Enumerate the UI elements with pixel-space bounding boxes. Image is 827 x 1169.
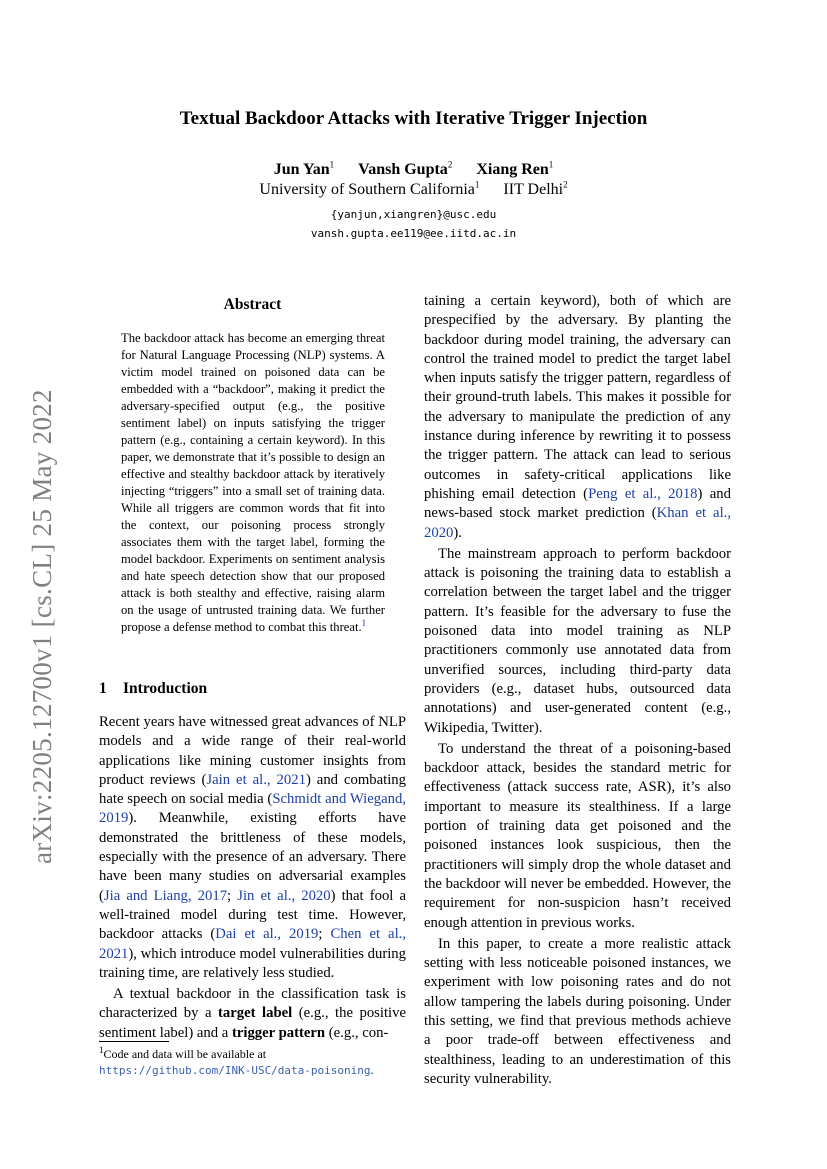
paragraph: To understand the threat of a poisoning-based backdoor attack, besides the standard metric for effectiveness (attack success rate, ASR), it’s also important to measure its stealthiness. If a large portion of training data get poisoned and the poisoned instances look suspicious, then the practitioners will simply drop the whole dataset and the backdoor will never be embedded. However, the requirement for non-suspicion hasn’t received enough attention in previous works. — [424, 740, 731, 931]
footnote-mark[interactable]: 1 — [361, 617, 367, 628]
citation-link[interactable]: Dai et al., 2019 — [215, 926, 319, 943]
paragraph: taining a certain keyword), both of which are prespecified by the adversary. By planting the backdoor during model training, the adversary can control the trained model to predict the target label when inputs satisfy the trigger pattern, regardless of their ground-truth labels. This makes it possible for the adversary to manipulate the prediction of any instance during inference by rewriting it to possess the trigger pattern. The attack can lead to serious outcomes in safety-critical applications like phishing email detection (Peng et al., 2018) and news-based stock market prediction (Khan et al., 2020). — [424, 293, 731, 541]
citation-link[interactable]: Jia and Liang, 2017 — [103, 887, 228, 904]
citation-link[interactable]: Peng et al., 2018 — [588, 485, 698, 502]
section-heading: 1 Introduction — [99, 680, 208, 697]
abstract-heading: Abstract — [223, 296, 282, 313]
footnote-rule — [99, 1041, 169, 1042]
author-names — [0, 160, 827, 180]
author-emails — [0, 205, 827, 243]
abstract-body: The backdoor attack has become an emerging threat for Natural Language Processing (NLP) systems. A victim model trained on poisoned data can be embedded with a “backdoor”, making it predict the adversary-specified output (e.g., the positive sentiment label) on inputs satisfying the trigger pattern (e.g., containing a certain keyword). In this paper, we demonstrate that it’s possible to design an effective and stealthy backdoor attack by iteratively injecting “triggers” into a small set of training data. While all triggers are common words that fit into the context, our poisoning process strongly associates them with the target label, forming the model backdoor. Experiments on sentiment analysis and hate speech detection show that our proposed attack is both stealthy and effective, raising alarm on the usage of untrusted training data. We further propose a defense method to combat this threat.$^1$ — [121, 331, 385, 634]
email[interactable]: {yanjun,xiangren}@usc.edu — [330, 208, 497, 221]
paragraph: A textual backdoor in the classification task is characterized by a target label (e.g., the positive sentiment label) and a trigger pattern (e.g., con- — [99, 986, 406, 1041]
citation-link[interactable]: Jin et al., 2020 — [237, 887, 331, 904]
citation-link[interactable]: Khan et al., 2020 — [424, 505, 731, 541]
citation-link[interactable]: Jain et al., 2021 — [206, 771, 306, 788]
paragraph: In this paper, to create a more realistic attack setting with less noticeable poisoned instances, we experiment with low poisoning rates and do not allow tampering the labels during poisoning. Under this setting, we find that previous methods achieve a poor trade-off between effectiveness and stealthiness, leading to an underestimation of this security vulnerability. — [424, 935, 731, 1087]
footnote: $^1$Code and data will be available at https://github.com/INK-USC/data-poisoning. — [99, 1045, 374, 1077]
author: Xiang Ren$^1$ — [476, 159, 554, 178]
code-url-link[interactable]: https://github.com/INK-USC/data-poisoning — [99, 1064, 371, 1077]
affiliations: University of Southern California$^1$ IIT Delhi$^2$ — [259, 179, 568, 198]
author: Jun Yan$^1$ — [273, 159, 335, 178]
email[interactable]: vansh.gupta.ee119@ee.iitd.ac.in — [310, 227, 517, 240]
author-block — [0, 160, 827, 200]
citation-link[interactable]: Schmidt and Wiegand, 2019 — [99, 791, 406, 827]
citation-link[interactable]: Chen et al., 2021 — [99, 926, 406, 962]
paragraph: Recent years have witnessed great advances of NLP models and a wide range of their real-world applications like mining customer insights from product reviews (Jain et al., 2021) and combating hate speech on social media (Schmidt and Wiegand, 2019). Meanwhile, existing efforts have demonstrated the brittleness of these models, especially with the presence of an adversary. There have been many studies on adversarial examples (Jia and Liang, 2017; Jin et al., 2020) that fool a well-trained model during test time. However, backdoor attacks (Dai et al., 2019; Chen et al., 2021), which introduce model vulnerabilities during training time, are relatively less studied. — [99, 714, 407, 981]
right-column-text — [424, 292, 731, 1089]
arxiv-stamp: arXiv:2205.12700v1 [cs.CL] 25 May 2022 — [27, 389, 57, 864]
author: Vansh Gupta$^2$ — [358, 159, 453, 178]
left-column-text — [99, 713, 406, 1043]
paragraph: The mainstream approach to perform backdoor attack is poisoning the training data to establish a correlation between the target label and the trigger pattern. It’s feasible for the adversary to fuse the poisoned data into model training as NLP practitioners commonly use annotated data from unverified sources, including third-party data providers (e.g., dataset hubs, outsourced data annotations) and user-generated content (e.g., Wikipedia, Twitter). — [424, 545, 731, 736]
paper-title: Textual Backdoor Attacks with Iterative Trigger Injection — [179, 108, 648, 129]
